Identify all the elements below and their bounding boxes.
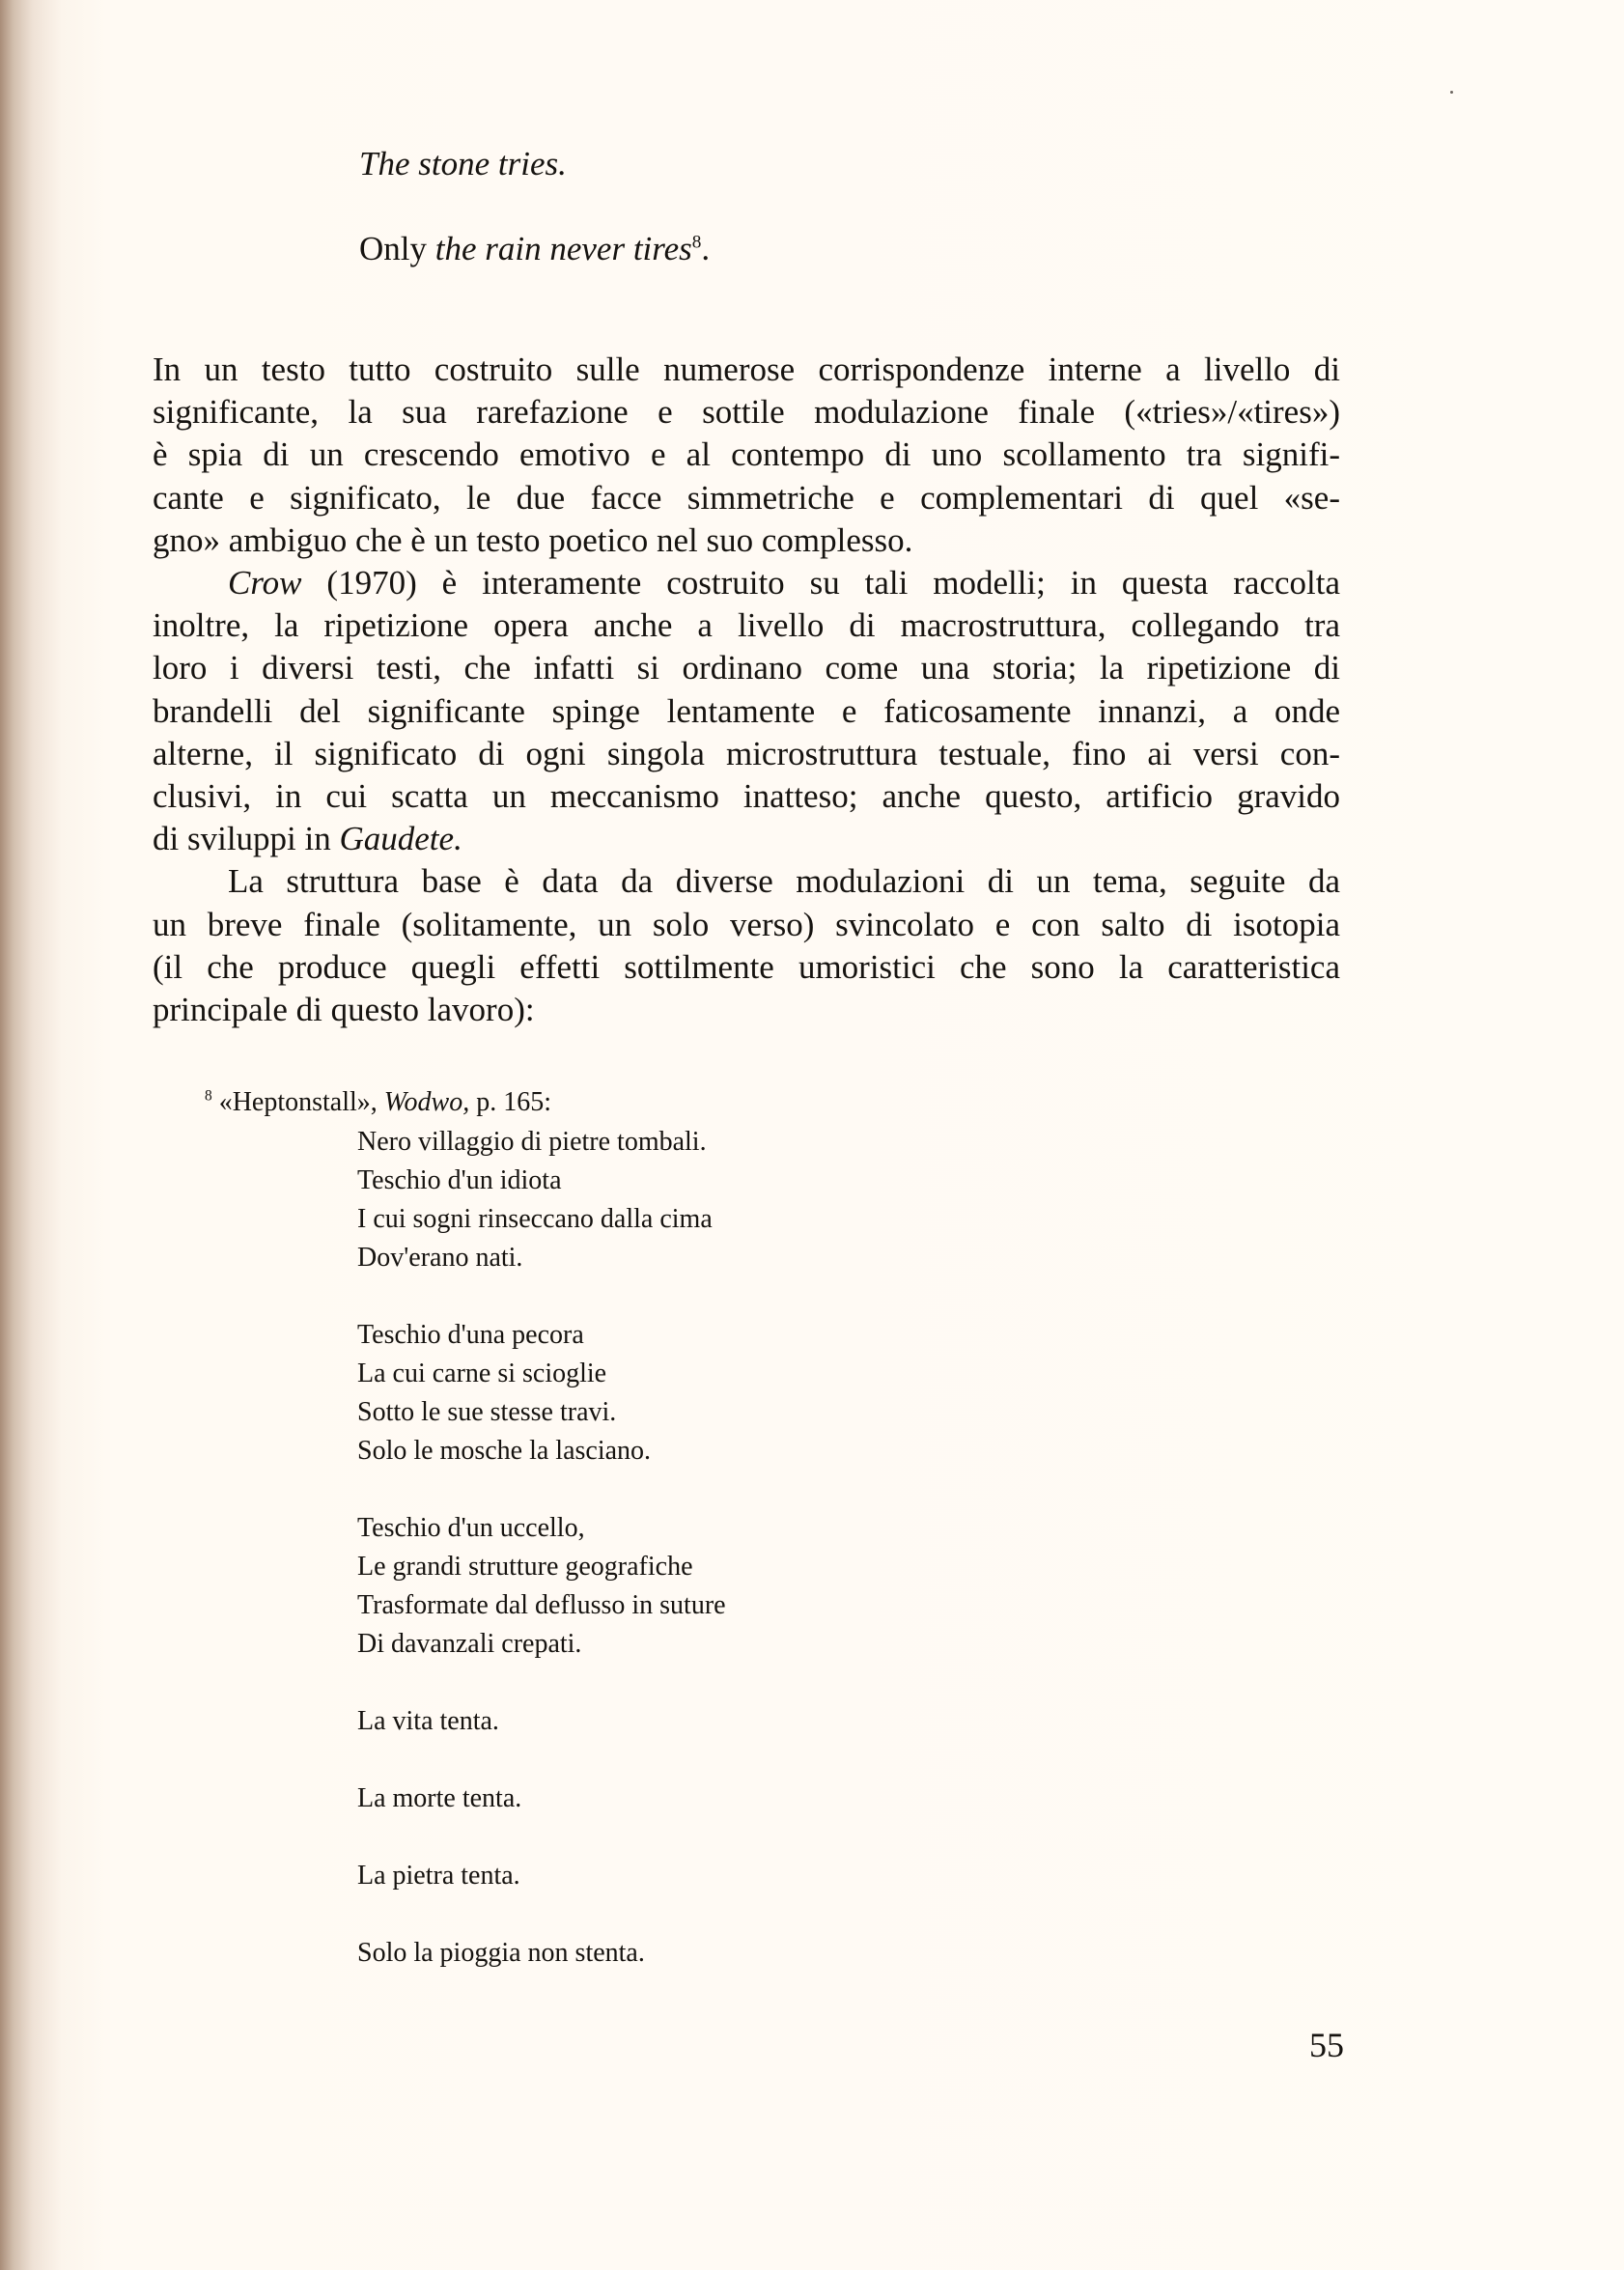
body-text	[153, 349, 1340, 1031]
paragraph-2-line: loro i diversi testi, che infatti si ordinano come una storia; la ripetizione di	[153, 649, 1340, 687]
poem-line: Trasformate dal deflusso in suture	[357, 1590, 726, 1620]
poem-line: Nero villaggio di pietre tombali.	[357, 1127, 707, 1157]
paragraph-2-text: (1970) è interamente costruito su tali modelli; in questa raccolta	[301, 564, 1340, 603]
paragraph-1-line: significante, la sua rarefazione e sottile modulazione finale («tries»/«tires»)	[153, 393, 1340, 432]
footnote-8	[205, 1083, 551, 1122]
footnote-ref-8: 8	[691, 232, 702, 253]
poem-line: La vita tenta.	[357, 1706, 499, 1736]
verse-line-2-roman: Only	[359, 230, 427, 267]
footnote-title: «Heptonstall»,	[218, 1087, 384, 1117]
poem-stanza	[357, 1702, 726, 1741]
book-title-gaudete: Gaudete.	[339, 820, 462, 858]
paragraph-2-line: alterne, il significato di ogni singola microstruttura testuale, fino ai versi con-	[153, 734, 1340, 772]
poem-line: Teschio d'una pecora	[357, 1320, 584, 1350]
paragraph-3	[153, 860, 1340, 1031]
footnote-page-ref: p. 165:	[469, 1087, 552, 1117]
book-title-crow: Crow	[228, 564, 302, 603]
paragraph-2-text: di sviluppi in	[153, 820, 340, 858]
verse-line-1-text: The stone tries.	[359, 145, 567, 182]
poem-stanza	[357, 1316, 726, 1471]
poem-line: Teschio d'un uccello,	[357, 1513, 585, 1543]
verse-line-2-end: .	[701, 230, 711, 267]
poem-line: I cui sogni rinseccano dalla cima	[357, 1204, 713, 1234]
paragraph-1-line: gno» ambiguo che è un testo poetico nel suo complesso.	[153, 520, 913, 559]
footnote-book: Wodwo,	[383, 1087, 470, 1117]
poem-line: Le grandi strutture geografiche	[357, 1552, 693, 1582]
footnote-number: 8	[205, 1087, 212, 1105]
poem-stanza	[357, 1780, 726, 1818]
speck-mark	[1450, 91, 1453, 94]
poem-stanza	[357, 1857, 726, 1895]
poem-line: La morte tenta.	[357, 1783, 522, 1813]
poem-line: Dov'erano nati.	[357, 1243, 523, 1273]
paragraph-2-line	[153, 562, 1340, 604]
paragraph-2-line: inoltre, la ripetizione opera anche a livello di macrostruttura, collegando tra	[153, 606, 1340, 645]
paragraph-2-line	[153, 818, 1340, 860]
verse-line-2-italic: the rain never tires	[434, 230, 692, 267]
poem-line: Di davanzali crepati.	[357, 1629, 582, 1659]
paragraph-3-line: principale di questo lavoro):	[153, 991, 535, 1029]
paragraph-1-line: è spia di un crescendo emotivo e al contempo di uno scollamento tra signifi-	[153, 435, 1340, 474]
paragraph-2-line: brandelli del significante spinge lentamente e faticosamente innanzi, a onde	[153, 691, 1340, 730]
poem-line: Teschio d'un idiota	[357, 1165, 562, 1195]
paragraph-1-line: In un testo tutto costruito sulle numerose corrispondenze interne a livello di	[153, 350, 1340, 388]
poem-line: La cui carne si scioglie	[357, 1359, 607, 1388]
paragraph-2	[153, 562, 1340, 860]
verse-line-1	[359, 143, 567, 185]
poem-line: La pietra tenta.	[357, 1861, 520, 1891]
paragraph-3-line: (il che produce quegli effetti sottilmente umoristici che sono la caratteristica	[153, 947, 1340, 986]
paragraph-3-line: La struttura base è data da diverse modulazioni di un tema, seguite da	[228, 862, 1340, 901]
poem-stanza	[357, 1509, 726, 1664]
paragraph-2-line: clusivi, in cui scatta un meccanismo inatteso; anche questo, artificio gravido	[153, 777, 1340, 816]
paragraph-1-line: cante e significato, le due facce simmetriche e complementari di quel «se-	[153, 478, 1340, 517]
paragraph-1	[153, 349, 1340, 562]
page-number: 55	[1309, 2026, 1344, 2064]
poem-stanza	[357, 1123, 726, 1277]
poem-line: Sotto le sue stesse travi.	[357, 1397, 617, 1427]
footnote-poem	[357, 1123, 726, 1973]
poem-stanza	[357, 1934, 726, 1973]
poem-line: Solo la pioggia non stenta.	[357, 1938, 645, 1968]
paragraph-3-line: un breve finale (solitamente, un solo verso) svincolato e con salto di isotopia	[153, 905, 1340, 943]
poem-line: Solo le mosche la lasciano.	[357, 1436, 652, 1466]
verse-line-2	[359, 228, 710, 270]
